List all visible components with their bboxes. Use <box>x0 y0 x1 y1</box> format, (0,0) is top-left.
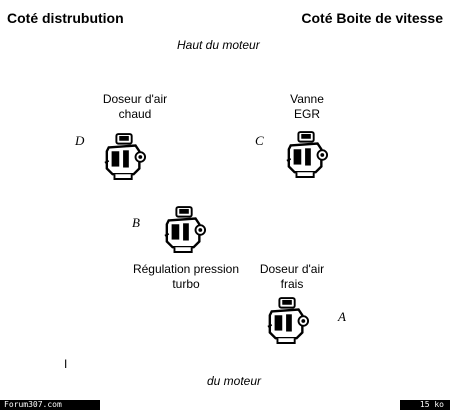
bottom-fragment: I <box>64 357 68 371</box>
component-a-label <box>252 262 332 292</box>
component-b-label-line1: Régulation pression <box>132 262 240 276</box>
footer-size-text: 15 ko <box>419 400 444 409</box>
component-d-valve-icon <box>103 132 147 182</box>
component-c-label <box>262 92 352 122</box>
component-b-label <box>128 262 244 292</box>
component-c-letter: C <box>255 133 264 148</box>
component-c-label-line2: EGR <box>293 107 320 121</box>
header-right-label: Coté Boite de vitesse <box>301 10 443 26</box>
top-caption: Haut du moteur <box>177 38 260 52</box>
component-c-label-line1: Vanne <box>290 92 324 106</box>
component-a-letter: A <box>338 309 346 324</box>
component-b-letter: B <box>132 215 140 230</box>
component-a-label-line1: Doseur d'air <box>259 262 325 276</box>
component-d-label-line2: chaud <box>118 107 152 121</box>
footer-site-text: Forum307.com <box>4 400 62 409</box>
component-a-label-line2: frais <box>280 277 304 291</box>
footer-size-bar <box>400 400 450 410</box>
component-c-valve-icon <box>285 130 329 180</box>
header-left-label: Coté distrubution <box>7 10 124 26</box>
component-b-valve-icon <box>163 205 207 255</box>
footer-site-bar <box>0 400 100 410</box>
bottom-caption: du moteur <box>207 374 262 388</box>
component-d-letter: D <box>75 133 85 148</box>
component-d-label-line1: Doseur d'air <box>102 92 168 106</box>
component-a-valve-icon <box>266 296 310 346</box>
component-b-label-line2: turbo <box>172 277 200 291</box>
component-d-label <box>90 92 180 122</box>
